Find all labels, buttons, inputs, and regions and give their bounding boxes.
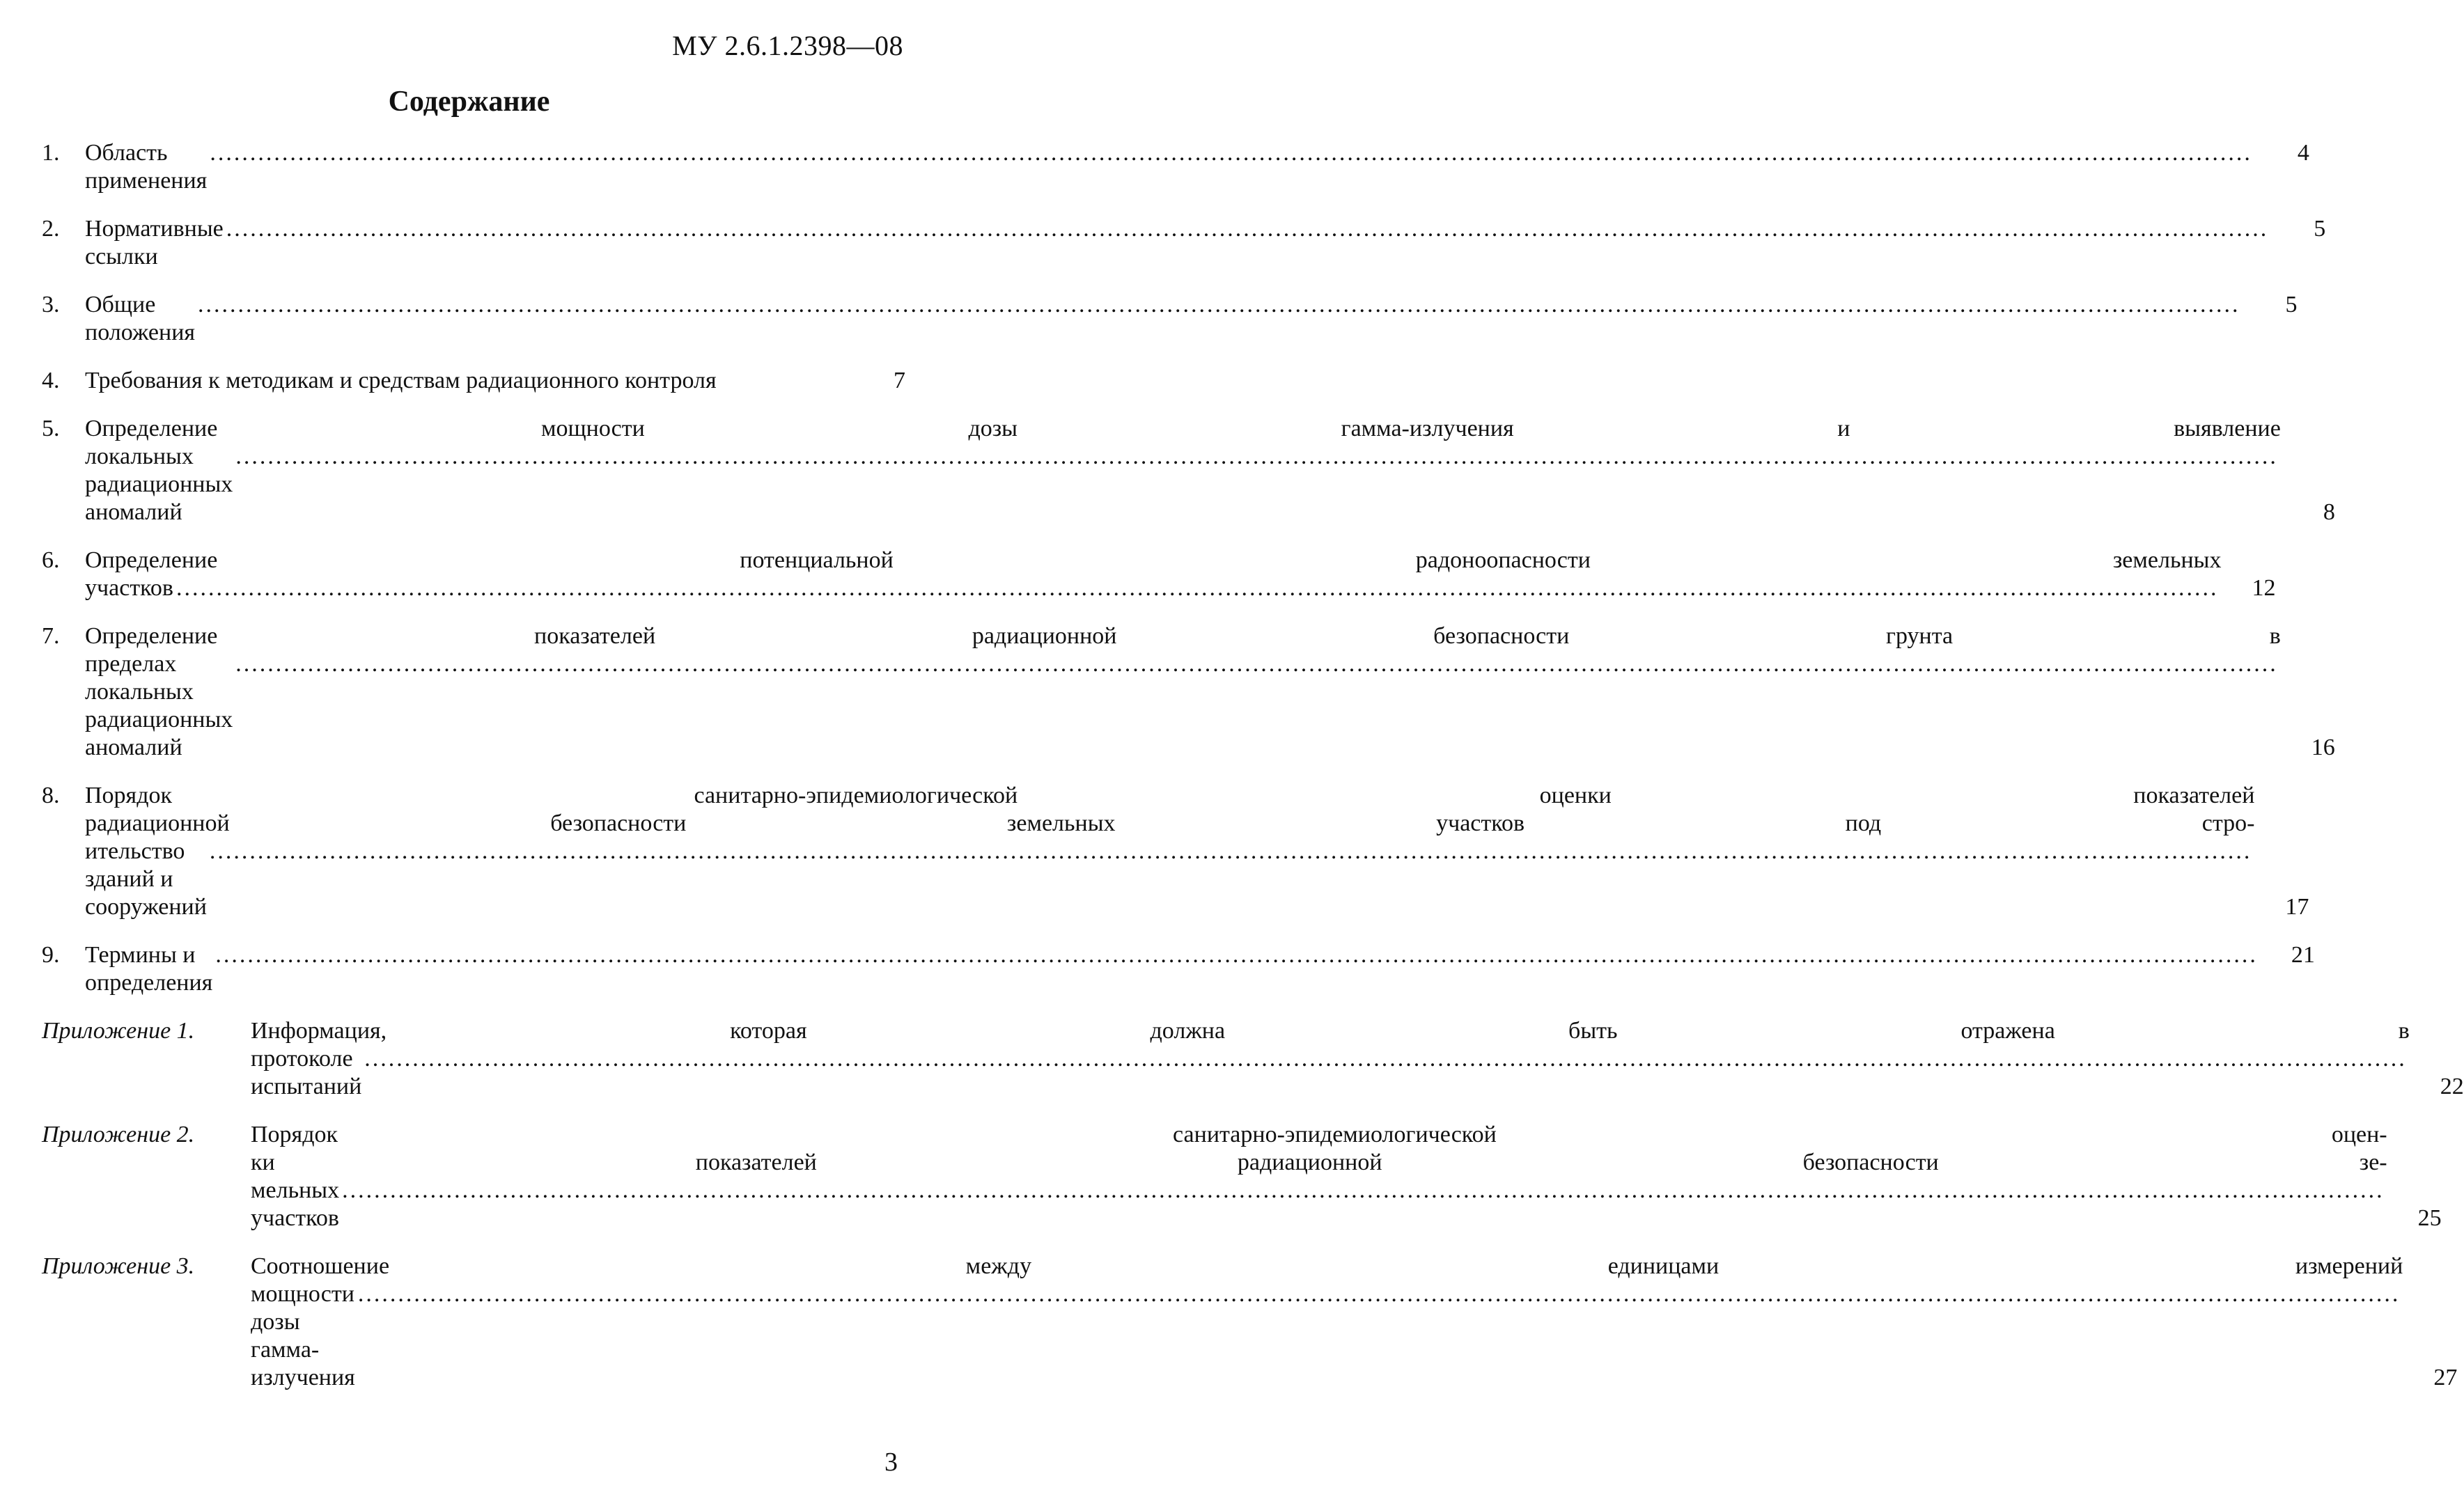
table-of-contents [42,139,2464,1412]
toc-appendix-entry [42,1253,2458,1392]
appendix-page: 22 [2440,1074,2464,1099]
toc-entry-number: 2. [42,216,60,242]
dot-leader [342,1177,2385,1205]
toc-entry-title-last-line: пределах локальных радиационных аномалий [85,651,233,760]
toc-entry-number: 8. [42,783,60,808]
appendix-title-line: Порядок санитарно-эпидемиологической оцен- [251,1122,2387,1147]
toc-entry [42,941,2315,997]
toc-entry [42,415,2335,526]
toc-entry-title-line: Порядок санитарно-эпидемиологической оценки показателей [85,783,2255,808]
dot-leader [198,291,2240,319]
toc-entry-title-line: радиационной безопасности земельных участков под стро- [85,810,2255,836]
toc-appendix-entry [42,1121,2442,1232]
appendix-title-line: Соотношение между единицами измерений [251,1253,2403,1279]
appendix-title-line: ки показателей радиационной безопасности зе- [251,1150,2387,1175]
toc-entry-title-line: Определение показателей радиационной безопасности грунта в [85,623,2281,649]
toc-entry-page: 7 [894,368,905,393]
toc-entry-number: 5. [42,416,60,441]
toc-entry-title-last-line: ительство зданий и сооружений [85,838,207,920]
toc-entry-number: 9. [42,942,60,968]
appendix-page: 25 [2417,1205,2442,1231]
dot-leader [235,650,2278,678]
toc-entry-number: 4. [42,368,60,393]
toc-entry-title-line: Определение мощности дозы гамма-излучения и выявление [85,416,2281,441]
toc-entry-page: 5 [2285,292,2298,317]
toc-entry [42,622,2335,762]
toc-entry-title-last-line: локальных радиационных аномалий [85,444,233,525]
dot-leader [358,1280,2401,1308]
dot-leader [364,1045,2407,1073]
toc-entry-number: 6. [42,547,60,573]
toc-entry-title: Область применения [85,140,208,194]
document-code: МУ 2.6.1.2398—08 [672,30,903,61]
toc-appendix-entry [42,1017,2464,1101]
toc-entry-title: Общие положения [85,292,196,345]
toc-entry-title: Требования к методикам и средствам радиационного контроля [85,368,717,393]
toc-entry-page: 4 [2297,140,2309,166]
toc-entry-page: 17 [2285,894,2309,920]
toc-entry-page: 21 [2291,942,2315,968]
dot-leader [210,838,2252,865]
toc-entry [42,215,2326,271]
toc-entry-title: Термины и определения [85,942,213,996]
dot-leader [215,941,2258,969]
toc-entry [42,139,2309,195]
dot-leader [210,139,2252,167]
toc-entry-page: 5 [2314,216,2326,242]
dot-leader [226,215,2269,243]
toc-entry-number: 1. [42,140,60,166]
toc-entry-page: 8 [2323,499,2335,525]
toc-entry [42,291,2298,347]
toc-entry [42,367,905,395]
page-number: 3 [884,1448,898,1477]
dot-leader [235,443,2278,471]
dot-leader [176,574,2219,602]
toc-entry-page: 16 [2311,735,2335,760]
toc-entry-number: 7. [42,623,60,649]
appendix-title-last-line: протоколе испытаний [251,1046,362,1099]
appendix-label: Приложение 2. [42,1122,195,1147]
toc-entry-title-line: Определение потенциальной радоноопасности земельных [85,547,2222,573]
toc-entry [42,547,2276,602]
page-title: Содержание [388,86,550,118]
appendix-page: 27 [2433,1365,2458,1390]
toc-entry [42,782,2309,921]
toc-entry-page: 12 [2252,575,2276,601]
toc-entry-title: Нормативные ссылки [85,216,224,269]
appendix-title-line: Информация, которая должна быть отражена в [251,1018,2410,1044]
appendix-title-last-line: мельных участков [251,1177,340,1231]
appendix-label: Приложение 1. [42,1018,195,1044]
toc-entry-number: 3. [42,292,60,317]
toc-entry-title-last-line: участков [85,575,173,601]
appendix-title-last-line: мощности дозы гамма-излучения [251,1281,355,1390]
appendix-label: Приложение 3. [42,1253,195,1279]
